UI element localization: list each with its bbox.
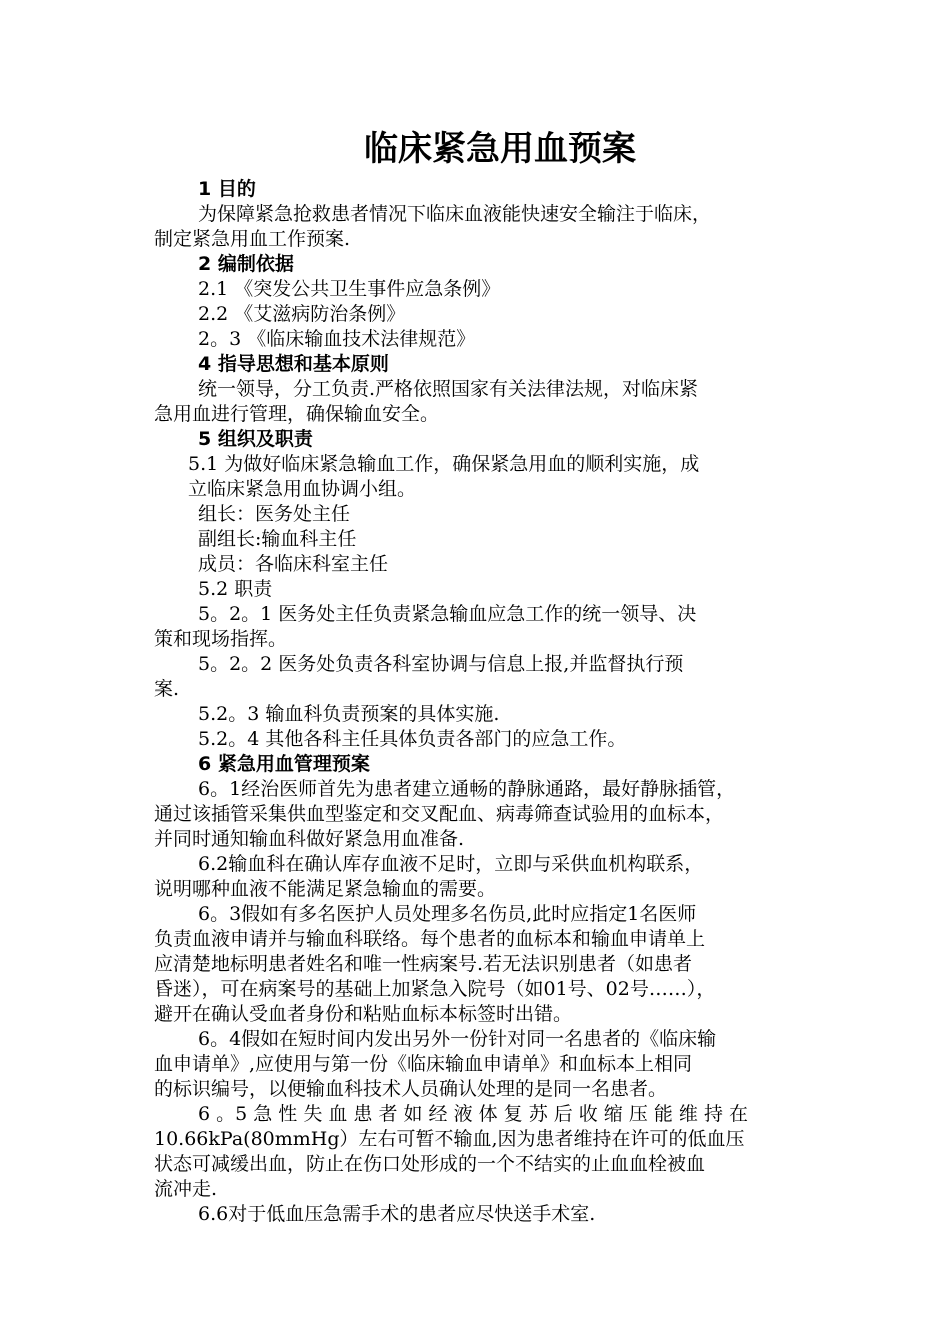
text-line: 说明哪种血液不能满足紧急输血的需要。 xyxy=(154,878,497,900)
text-line: 策和现场指挥。 xyxy=(154,628,288,650)
text-line: 组长：医务处主任 xyxy=(198,503,351,525)
text-line: 并同时通知输血科做好紧急用血准备. xyxy=(154,828,465,850)
section-heading-6: 6 紧急用血管理预案 xyxy=(198,753,370,775)
text-line: 副组长:输血科主任 xyxy=(198,528,357,550)
text-line: 成员：各临床科室主任 xyxy=(198,553,389,575)
text-line: 5。2。2 医务处负责各科室协调与信息上报,并监督执行预 xyxy=(198,653,684,675)
text-line: 立临床紧急用血协调小组。 xyxy=(188,478,417,500)
text-line: 的标识编号，以便输血科技术人员确认处理的是同一名患者。 xyxy=(154,1078,668,1100)
text-line: 应清楚地标明患者姓名和唯一性病案号.若无法识别患者（如患者 xyxy=(154,953,693,975)
text-line: 通过该插管采集供血型鉴定和交叉配血、病毒筛查试验用的血标本， xyxy=(154,803,725,825)
text-line: 2.2 《艾滋病防治条例》 xyxy=(198,303,406,325)
text-line: 5.2。3 输血科负责预案的具体实施. xyxy=(198,703,500,725)
section-heading-2: 2 编制依据 xyxy=(198,253,294,275)
text-line: 5.2 职责 xyxy=(198,578,273,600)
text-line: 状态可减缓出血，防止在伤口处形成的一个不结实的止血血栓被血 xyxy=(154,1153,706,1175)
text-line: 6.6对于低血压急需手术的患者应尽快送手术室. xyxy=(198,1203,596,1225)
text-line: 为保障紧急抢救患者情况下临床血液能快速安全输注于临床， xyxy=(198,203,712,225)
section-heading-1: 1 目的 xyxy=(198,178,256,200)
text-line: 血申请单》,应使用与第一份《临床输血申请单》和血标本上相同 xyxy=(154,1053,693,1075)
text-line: 6。3假如有多名医护人员处理多名伤员,此时应指定1名医师 xyxy=(198,903,697,925)
text-line: 2。3 《临床输血技术法律规范》 xyxy=(198,328,476,350)
text-line: 负责血液申请并与输血科联络。每个患者的血标本和输血申请单上 xyxy=(154,928,706,950)
text-line: 6 。5 急 性 失 血 患 者 如 经 液 体 复 苏 后 收 缩 压 能 维 持 在 xyxy=(198,1103,749,1125)
text-line: 5.1 为做好临床紧急输血工作，确保紧急用血的顺利实施，成 xyxy=(188,453,700,475)
text-line: 急用血进行管理，确保输血安全。 xyxy=(154,403,440,425)
text-line: 6.2输血科在确认库存血液不足时，立即与采供血机构联系， xyxy=(198,853,704,875)
text-line: 6。4假如在短时间内发出另外一份针对同一名患者的《临床输 xyxy=(198,1028,717,1050)
text-line: 昏迷），可在病案号的基础上加紧急入院号（如01号、02号……）， xyxy=(154,978,716,1000)
text-line: 避开在确认受血者身份和粘贴血标本标签时出错。 xyxy=(154,1003,573,1025)
text-line: 6。1经治医师首先为患者建立通畅的静脉通路，最好静脉插管， xyxy=(198,778,736,800)
document-title: 临床紧急用血预案 xyxy=(364,129,636,169)
text-line: 流冲走. xyxy=(154,1178,218,1200)
text-line: 统一领导，分工负责.严格依照国家有关法律法规，对临床紧 xyxy=(198,378,699,400)
text-line: 案. xyxy=(154,678,180,700)
text-line: 10.66kPa(80mmHg）左右可暂不输血,因为患者维持在许可的低血压 xyxy=(154,1128,745,1150)
text-line: 制定紧急用血工作预案. xyxy=(154,228,351,250)
section-heading-5: 5 组织及职责 xyxy=(198,428,313,450)
text-line: 5.2。4 其他各科主任具体负责各部门的应急工作。 xyxy=(198,728,627,750)
text-line: 2.1 《突发公共卫生事件应急条例》 xyxy=(198,278,501,300)
text-line: 5。2。1 医务处主任负责紧急输血应急工作的统一领导、决 xyxy=(198,603,697,625)
section-heading-4: 4 指导思想和基本原则 xyxy=(198,353,389,375)
